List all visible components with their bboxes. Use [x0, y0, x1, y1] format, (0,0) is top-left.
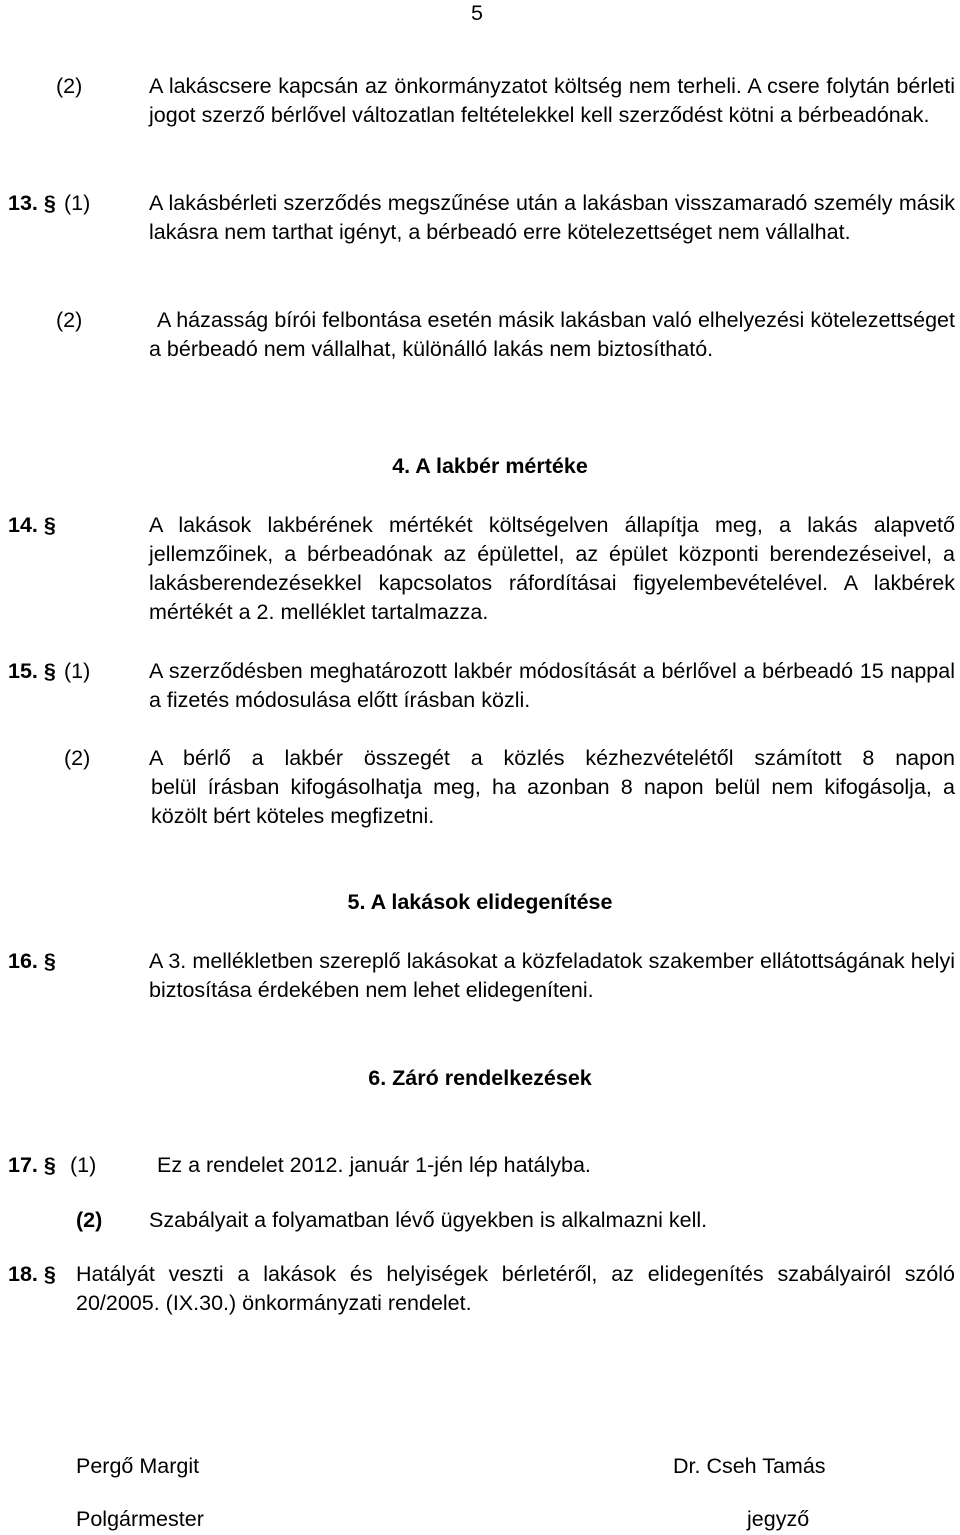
- signature-right-name: Dr. Cseh Tamás: [673, 1454, 826, 1478]
- s16-text: A 3. mellékletben szereplő lakásokat a közfeladatok szakember ellátottságának helyi biztosítása érdekében nem lehet elidegeníteni.: [149, 949, 955, 1002]
- s15-p2-rest: belül írásban kifogásolhatja meg, ha azonban 8 napon belül nem kifogásolja, a közölt bért köteles megfizetni.: [151, 775, 955, 828]
- s17-p1-number: (1): [70, 1153, 97, 1177]
- s14-label: 14. §: [8, 513, 56, 537]
- s13-p2-number: (2): [56, 308, 83, 332]
- s15-p1-number: (1): [64, 659, 91, 683]
- page-number: 5: [471, 1, 483, 25]
- section-heading-4: 4. A lakbér mértéke: [392, 454, 588, 478]
- s18-text: Hatályát veszti a lakások és helyiségek bérletéről, az elidegenítés szabályairól szóló 20/2005. (IX.30.) önkormányzati rendelet.: [76, 1262, 955, 1315]
- s17-p2-number: (2): [76, 1208, 103, 1232]
- s15-p2-number: (2): [64, 746, 91, 770]
- section-heading-5: 5. A lakások elidegenítése: [347, 890, 613, 914]
- s14-text: A lakások lakbérének mértékét költségelven állapítja meg, a lakás alapvető jellemzőinek, a bérbeadónak az épülettel, az épület központi berendezéseivel, a lakásberendezésekkel kapcsolatos ráfordításai figyelembevételével. A lakbérek mértékét a 2. melléklet tartalmazza.: [149, 513, 955, 624]
- signature-left-name: Pergő Margit: [76, 1454, 200, 1478]
- s17-p2-text: Szabályait a folyamatban lévő ügyekben is alkalmazni kell.: [149, 1208, 708, 1232]
- signature-right-title: jegyző: [747, 1507, 810, 1531]
- s12-p2-number: (2): [56, 74, 83, 98]
- s13-p1-number: (1): [64, 191, 91, 215]
- s15-p2-first-line: A bérlő a lakbér összegét a közlés kézhezvételétől számított 8 napon: [149, 746, 955, 770]
- s15-label: 15. §: [8, 659, 56, 683]
- section-heading-6: 6. Záró rendelkezések: [368, 1066, 592, 1090]
- s13-p2-text: A házasság bírói felbontása esetén másik lakásban való elhelyezési kötelezettséget a bérbeadó nem vállalhat, különálló lakás nem biztosítható.: [149, 308, 955, 361]
- s17-p1-text: Ez a rendelet 2012. január 1-jén lép hatályba.: [157, 1153, 591, 1177]
- s13-label: 13. §: [8, 191, 56, 215]
- signature-left-title: Polgármester: [76, 1507, 204, 1531]
- s15-p1-text: A szerződésben meghatározott lakbér módosítását a bérlővel a bérbeadó 15 nappal a fizetés módosulása előtt írásban közli.: [149, 659, 955, 712]
- s13-p1-text: A lakásbérleti szerződés megszűnése után a lakásban visszamaradó személy másik lakásra nem tarthat igényt, a bérbeadó erre kötelezettséget nem vállalhat.: [149, 191, 955, 244]
- s12-p2-text: A lakáscsere kapcsán az önkormányzatot költség nem terheli. A csere folytán bérleti jogot szerző bérlővel változatlan feltételekkel kell szerződést kötni a bérbeadónak.: [149, 74, 955, 127]
- s16-label: 16. §: [8, 949, 56, 973]
- s17-label: 17. §: [8, 1153, 56, 1177]
- s18-label: 18. §: [8, 1262, 56, 1286]
